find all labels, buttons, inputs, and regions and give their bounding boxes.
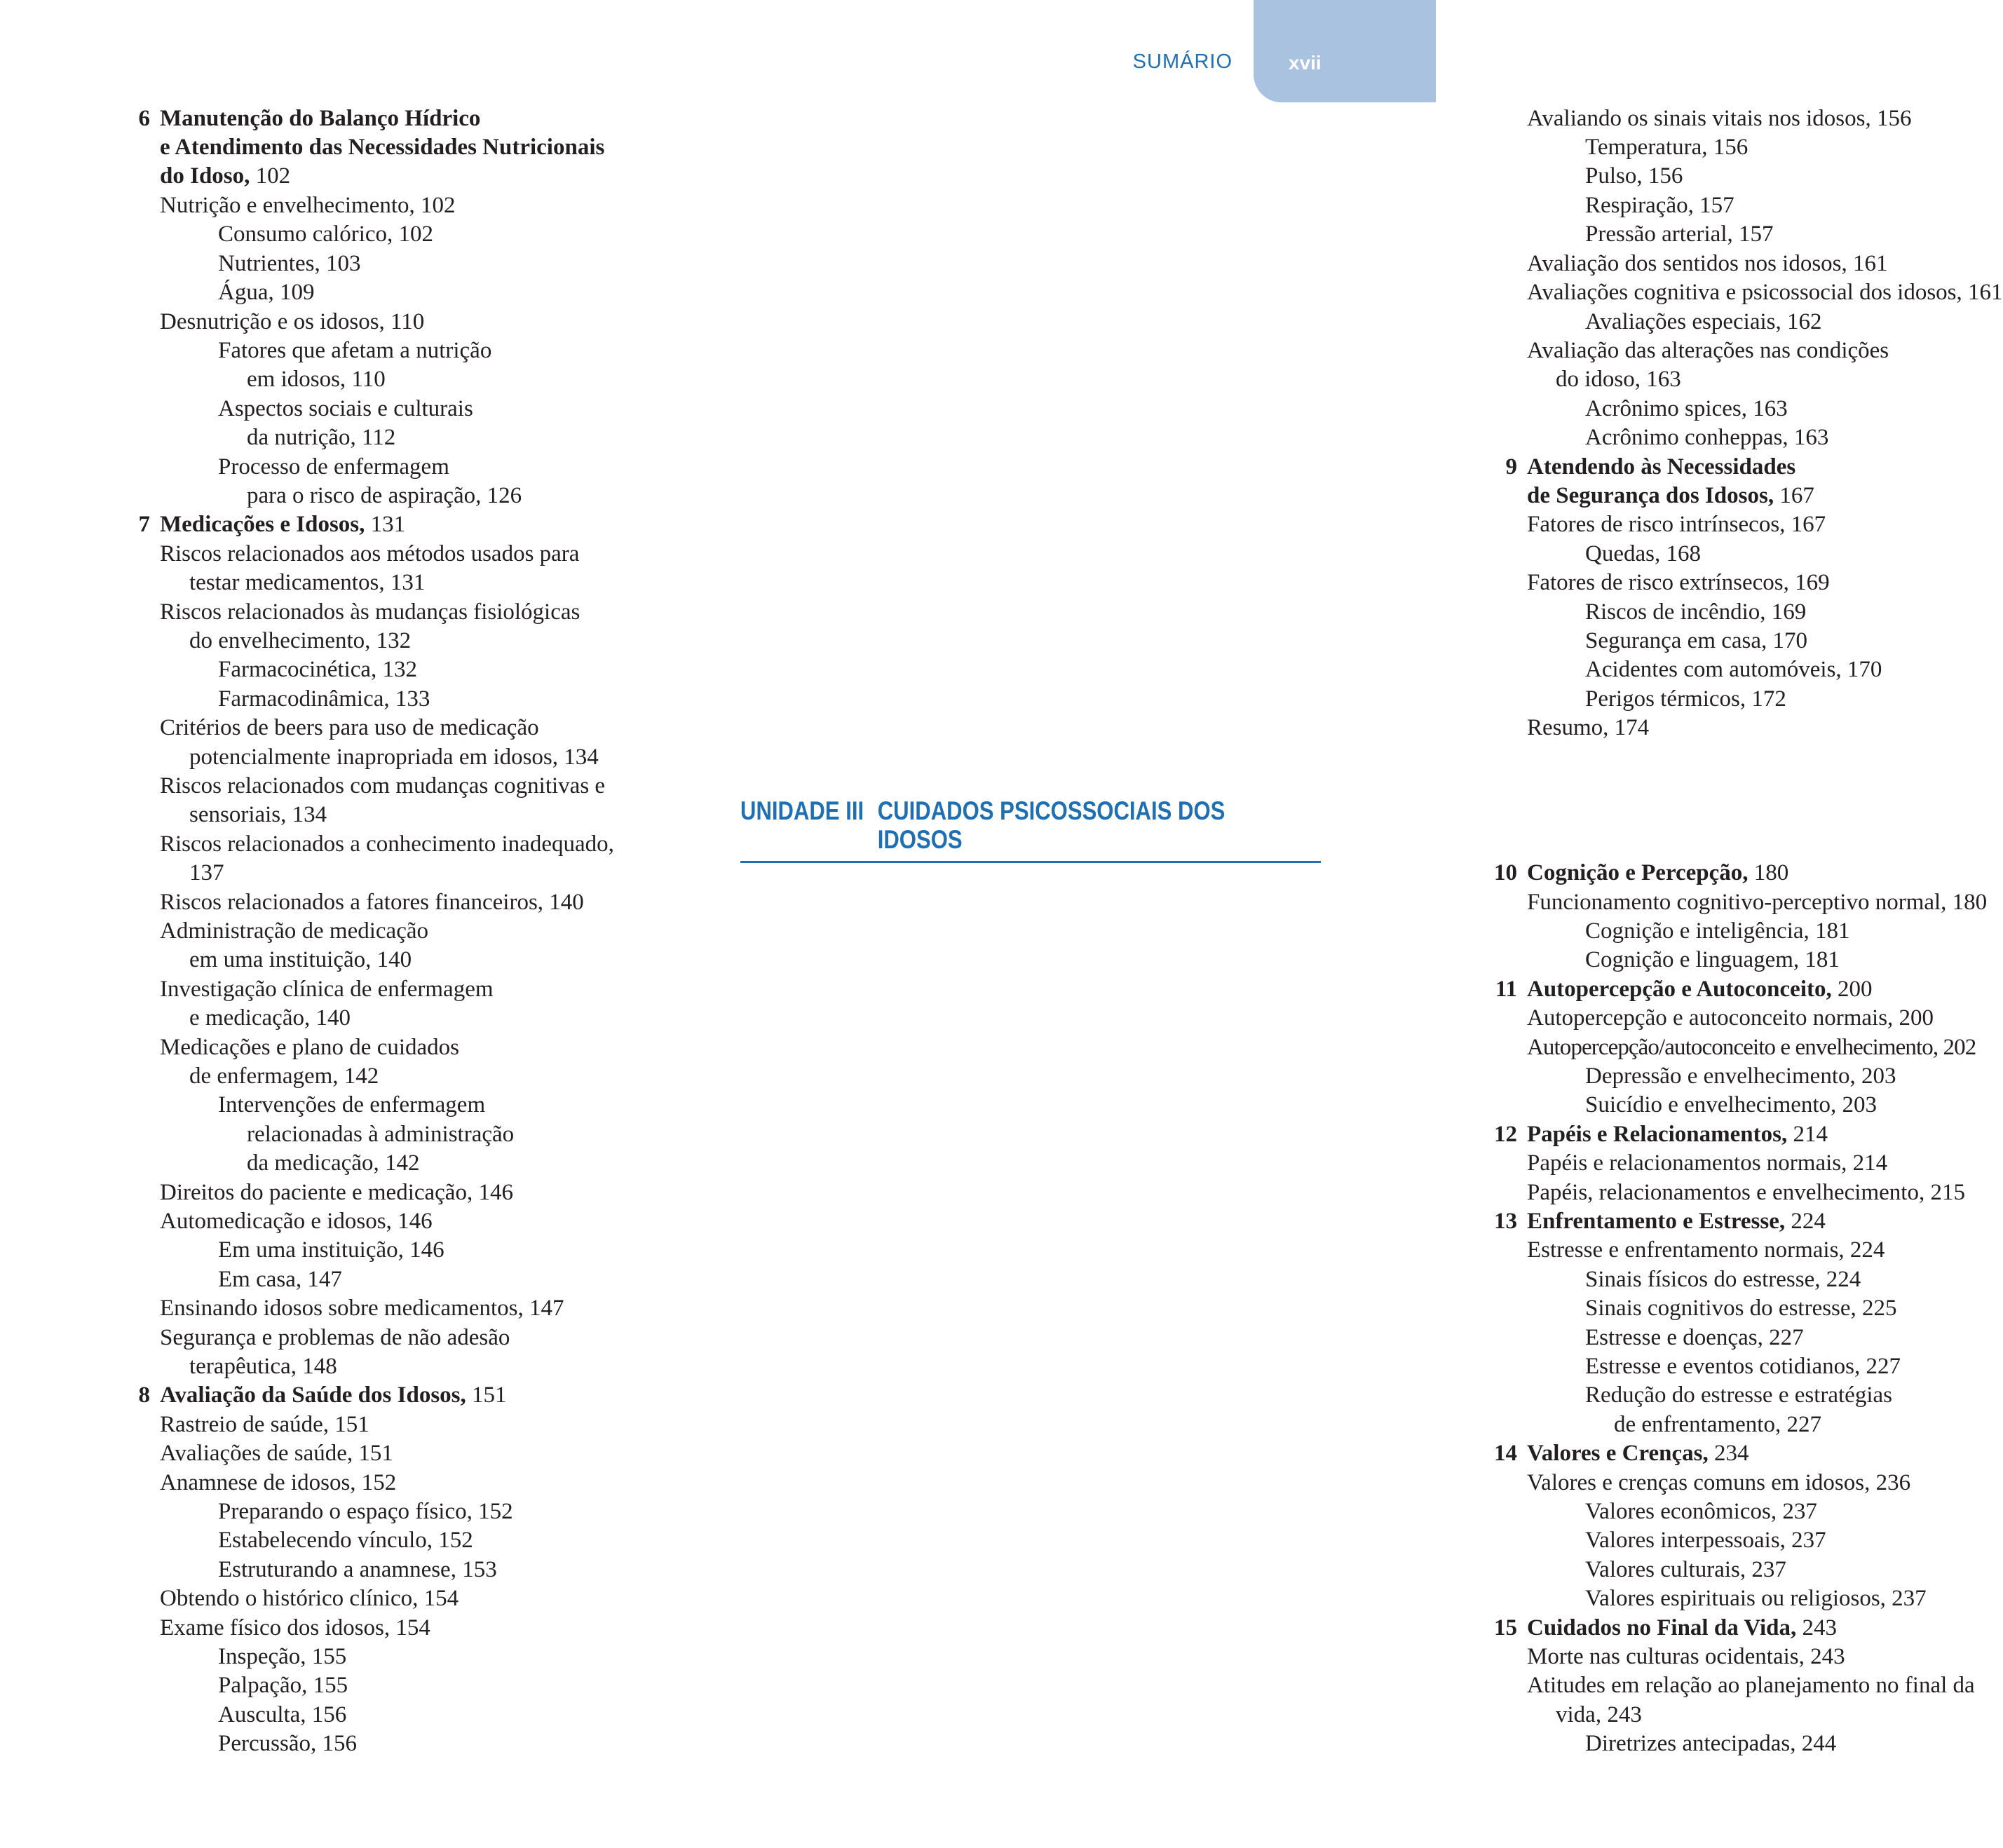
- chapter-title: do Idoso,: [160, 163, 250, 189]
- entry-text: 137: [189, 860, 224, 885]
- toc-entry: [1585, 1556, 1786, 1584]
- unit-divider: [740, 861, 1321, 863]
- entry-text: Estruturando a anamnese, 153: [218, 1557, 497, 1582]
- entry-text: Obtendo o histórico clínico, 154: [160, 1586, 459, 1611]
- toc-entry: [160, 308, 424, 337]
- entry-text: testar medicamentos, 131: [189, 570, 426, 595]
- entry-text: Administração de medicação: [160, 918, 428, 944]
- toc-entry: [1585, 220, 1774, 249]
- entry-text: Riscos de incêndio, 169: [1585, 599, 1807, 625]
- toc-entry: [1527, 888, 1987, 917]
- toc-entry: [218, 1497, 513, 1526]
- toc-entry: [1585, 685, 1786, 714]
- entry-text: da nutrição, 112: [247, 425, 396, 450]
- toc-entry: [160, 714, 539, 742]
- toc-entry: [189, 946, 412, 974]
- chapter-title: de Segurança dos Idosos,: [1527, 483, 1774, 508]
- toc-chapter-entry: [1494, 1120, 1828, 1149]
- entry-text: em uma instituição, 140: [189, 947, 412, 972]
- chapter-number: 11: [1495, 977, 1517, 1002]
- page-ref: 151: [466, 1382, 507, 1408]
- chapter-title: Atendendo às Necessidades: [1527, 454, 1796, 480]
- toc-entry: [160, 917, 428, 946]
- toc-entry: [189, 1004, 351, 1033]
- entry-text: Aspectos sociais e culturais: [218, 396, 473, 421]
- page-number-tab: [1254, 0, 1436, 102]
- toc-entry: [1585, 1294, 1897, 1323]
- entry-text: relacionadas à administração: [247, 1122, 515, 1147]
- chapter-title: Manutenção do Balanço Hídrico: [160, 106, 481, 131]
- entry-text: Investigação clínica de enfermagem: [160, 977, 494, 1002]
- chapter-number: 13: [1494, 1209, 1517, 1234]
- entry-text: Fatores de risco extrínsecos, 169: [1527, 570, 1830, 595]
- toc-chapter-entry: [1505, 453, 1796, 482]
- toc-chapter-entry: [138, 104, 481, 133]
- toc-entry: [1585, 1265, 1861, 1294]
- toc-entry: [160, 540, 579, 569]
- toc-entry: [1527, 104, 1911, 133]
- toc-entry: [1527, 250, 1888, 278]
- entry-text: Consumo calórico, 102: [218, 222, 434, 247]
- entry-text: de enfrentamento, 227: [1614, 1412, 1821, 1437]
- entry-text: do idoso, 163: [1556, 367, 1681, 392]
- toc-entry: [1585, 1062, 1896, 1091]
- toc-chapter-entry: [1494, 1207, 1826, 1236]
- chapter-title: Papéis e Relacionamentos,: [1527, 1122, 1788, 1147]
- entry-text: Estresse e enfrentamento normais, 224: [1527, 1237, 1885, 1263]
- unit-title: CUIDADOS PSICOSSOCIAIS DOS IDOSOS: [877, 796, 1225, 854]
- toc-entry: [247, 482, 522, 510]
- toc-entry: [160, 1207, 433, 1236]
- toc-entry: [1585, 1730, 1836, 1758]
- toc-entry: [1527, 1178, 1965, 1207]
- entry-text: Redução do estresse e estratégias: [1585, 1382, 1892, 1408]
- entry-text: da medicação, 142: [247, 1150, 420, 1176]
- entry-text: do envelhecimento, 132: [189, 628, 412, 653]
- toc-entry: [160, 1178, 513, 1207]
- page-ref: 243: [1796, 1615, 1837, 1640]
- toc-entry: [218, 453, 449, 482]
- toc-entry: [160, 975, 494, 1004]
- entry-text: Autopercepção e autoconceito normais, 200: [1527, 1005, 1934, 1031]
- entry-text: Medicações e plano de cuidados: [160, 1035, 460, 1060]
- unit-label: UNIDADE III: [740, 796, 864, 825]
- chapter-title: Cognição e Percepção,: [1527, 860, 1749, 885]
- entry-text: Resumo, 174: [1527, 715, 1650, 740]
- toc-entry: [1585, 540, 1701, 569]
- toc-entry: [160, 1469, 396, 1497]
- toc-entry: [218, 337, 491, 365]
- page-ref: 167: [1774, 483, 1814, 508]
- toc-entry: [218, 395, 473, 423]
- toc-entry: [1527, 1149, 1887, 1178]
- entry-text: Diretrizes antecipadas, 244: [1585, 1731, 1837, 1756]
- entry-text: Valores interpessoais, 237: [1585, 1528, 1826, 1553]
- toc-entry: [218, 1556, 497, 1584]
- toc-entry: [1585, 308, 1822, 337]
- toc-entry: [1585, 1584, 1927, 1613]
- entry-text: Papéis e relacionamentos normais, 214: [1527, 1150, 1888, 1176]
- entry-text: Sinais físicos do estresse, 224: [1585, 1267, 1861, 1292]
- entry-text: Estabelecendo vínculo, 152: [218, 1528, 473, 1553]
- toc-entry: [247, 1120, 514, 1149]
- entry-text: Percussão, 156: [218, 1731, 357, 1756]
- entry-text: Acidentes com automóveis, 170: [1585, 657, 1882, 682]
- toc-entry: [218, 278, 314, 307]
- entry-text: em idosos, 110: [247, 367, 386, 392]
- chapter-title: Valores e Crenças,: [1527, 1441, 1709, 1466]
- toc-entry: [160, 191, 456, 220]
- toc-entry: [1585, 1091, 1877, 1120]
- toc-entry: [1585, 1352, 1901, 1381]
- toc-chapter-entry: [1494, 1614, 1837, 1643]
- entry-text: Riscos relacionados a conhecimento inadequado,: [160, 831, 614, 857]
- running-header: SUMÁRIO: [1132, 50, 1233, 73]
- toc-entry: [1527, 1236, 1885, 1265]
- chapter-number: 9: [1505, 454, 1517, 480]
- toc-entry: [160, 1584, 459, 1613]
- entry-text: Farmacocinética, 132: [218, 657, 418, 682]
- chapter-title: Avaliação da Saúde dos Idosos,: [160, 1382, 466, 1408]
- page-number: xvii: [1289, 52, 1322, 74]
- toc-entry: [1527, 278, 2003, 307]
- toc-entry: [1585, 191, 1734, 220]
- toc-entry: [160, 133, 604, 162]
- toc-entry: [1585, 946, 1840, 974]
- entry-text: Estresse e doenças, 227: [1585, 1325, 1804, 1350]
- page-ref: 200: [1831, 977, 1873, 1002]
- entry-text: Farmacodinâmica, 133: [218, 686, 430, 712]
- toc-chapter-entry: [138, 1381, 507, 1410]
- entry-text: Intervenções de enfermagem: [218, 1092, 486, 1117]
- toc-entry: [189, 569, 425, 597]
- toc-entry: [218, 655, 417, 684]
- toc-entry: [218, 1701, 346, 1730]
- entry-text: Ausculta, 156: [218, 1702, 347, 1727]
- toc-entry: [1527, 569, 1830, 597]
- entry-text: Fatores de risco intrínsecos, 167: [1527, 512, 1826, 537]
- toc-chapter-entry: [1495, 975, 1873, 1004]
- entry-text: Avaliações de saúde, 151: [160, 1441, 393, 1466]
- entry-text: Estresse e eventos cotidianos, 227: [1585, 1354, 1901, 1379]
- entry-text: sensoriais, 134: [189, 802, 327, 827]
- entry-text: Riscos relacionados aos métodos usados para: [160, 541, 580, 566]
- entry-text: e medicação, 140: [189, 1005, 351, 1031]
- toc-entry: [1585, 133, 1748, 162]
- toc-entry: [1527, 337, 1889, 365]
- page-ref: 102: [250, 163, 291, 189]
- toc-entry: [218, 1671, 348, 1700]
- entry-text: Suicídio e envelhecimento, 203: [1585, 1092, 1878, 1117]
- toc-entry: [1527, 1671, 1975, 1700]
- entry-text: terapêutica, 148: [189, 1354, 337, 1379]
- toc-entry: [160, 598, 580, 627]
- entry-text: Em casa, 147: [218, 1267, 342, 1292]
- entry-text: Fatores que afetam a nutrição: [218, 338, 492, 363]
- toc-entry: [247, 423, 395, 452]
- entry-text: Avaliações especiais, 162: [1585, 309, 1822, 334]
- entry-text: Nutrição e envelhecimento, 102: [160, 193, 456, 218]
- entry-text: Desnutrição e os idosos, 110: [160, 309, 425, 334]
- toc-entry: [218, 685, 430, 714]
- entry-text: Riscos relacionados às mudanças fisiológicas: [160, 599, 580, 625]
- toc-entry: [160, 1411, 369, 1439]
- toc-entry: [1527, 1004, 1934, 1033]
- entry-text: potencialmente inapropriada em idosos, 134: [189, 745, 599, 770]
- entry-text: Morte nas culturas ocidentais, 243: [1527, 1644, 1845, 1669]
- entry-text: Preparando o espaço físico, 152: [218, 1499, 513, 1524]
- toc-entry: [218, 220, 433, 249]
- entry-text: Pressão arterial, 157: [1585, 222, 1774, 247]
- entry-text: Segurança em casa, 170: [1585, 628, 1808, 653]
- entry-text: Rastreio de saúde, 151: [160, 1412, 369, 1437]
- toc-entry: [247, 365, 386, 394]
- toc-entry: [160, 830, 614, 859]
- toc-entry: [160, 888, 584, 917]
- entry-text: Palpação, 155: [218, 1673, 348, 1698]
- toc-entry: [218, 1643, 346, 1671]
- toc-entry: [1585, 1526, 1826, 1555]
- toc-entry: [218, 250, 360, 278]
- toc-entry: [1585, 917, 1850, 946]
- chapter-title: Medicações e Idosos,: [160, 512, 365, 537]
- entry-text: Inspeção, 155: [218, 1644, 347, 1669]
- toc-entry: [1527, 714, 1649, 742]
- entry-text: Sinais cognitivos do estresse, 225: [1585, 1296, 1897, 1321]
- chapter-number: 6: [138, 106, 150, 131]
- chapter-number: 12: [1494, 1122, 1517, 1147]
- entry-text: Atitudes em relação ao planejamento no final da: [1527, 1673, 1975, 1698]
- toc-chapter-entry: [138, 510, 406, 539]
- toc-entry: [1585, 627, 1807, 655]
- entry-text: Cognição e linguagem, 181: [1585, 947, 1840, 972]
- entry-text: Valores espirituais ou religiosos, 237: [1585, 1586, 1927, 1611]
- toc-entry: [1585, 162, 1683, 191]
- entry-text: Autopercepção/autoconceito e envelhecimento, 202: [1527, 1035, 1976, 1060]
- toc-entry: [218, 1526, 473, 1555]
- toc-entry: [247, 1149, 419, 1178]
- entry-text: Nutrientes, 103: [218, 251, 361, 276]
- entry-text: Temperatura, 156: [1585, 135, 1749, 160]
- toc-entry: [160, 772, 605, 801]
- entry-text: Critérios de beers para uso de medicação: [160, 715, 539, 740]
- toc-entry: [189, 1062, 379, 1091]
- entry-text: Cognição e inteligência, 181: [1585, 918, 1850, 944]
- entry-text: para o risco de aspiração, 126: [247, 483, 522, 508]
- toc-entry: [160, 1294, 564, 1323]
- toc-entry: [1527, 510, 1826, 539]
- entry-text: Segurança e problemas de não adesão: [160, 1325, 510, 1350]
- entry-text: Quedas, 168: [1585, 541, 1701, 566]
- toc-entry: [189, 859, 224, 888]
- toc-entry: [218, 1730, 357, 1758]
- chapter-title: Cuidados no Final da Vida,: [1527, 1615, 1797, 1640]
- toc-entry: [1585, 1381, 1892, 1410]
- page-ref: 180: [1748, 860, 1789, 885]
- entry-text: Avaliação dos sentidos nos idosos, 161: [1527, 251, 1888, 276]
- entry-text: Valores culturais, 237: [1585, 1557, 1786, 1582]
- toc-entry: [1585, 1324, 1804, 1352]
- toc-chapter-entry: [1494, 1439, 1749, 1468]
- entry-text: Água, 109: [218, 280, 315, 305]
- chapter-title: Autopercepção e Autoconceito,: [1527, 977, 1832, 1002]
- entry-text: Ensinando idosos sobre medicamentos, 147: [160, 1296, 564, 1321]
- chapter-title: Enfrentamento e Estresse,: [1527, 1209, 1786, 1234]
- toc-entry: [1556, 1701, 1642, 1730]
- entry-text: Avaliando os sinais vitais nos idosos, 156: [1527, 106, 1912, 131]
- toc-entry: [189, 801, 327, 829]
- toc-entry: [160, 1439, 393, 1468]
- toc-entry: [189, 627, 411, 655]
- toc-entry: [1585, 423, 1828, 452]
- chapter-title: e Atendimento das Necessidades Nutricionais: [160, 135, 605, 160]
- toc-entry: [1614, 1411, 1821, 1439]
- entry-text: vida, 243: [1556, 1702, 1642, 1727]
- entry-text: Valores econômicos, 237: [1585, 1499, 1817, 1524]
- toc-entry: [160, 1614, 430, 1643]
- page-ref: 224: [1785, 1209, 1826, 1234]
- page-ref: 214: [1787, 1122, 1828, 1147]
- entry-text: Funcionamento cognitivo-perceptivo normal, 180: [1527, 890, 1988, 915]
- toc-entry: [160, 162, 290, 191]
- toc-entry: [1585, 1497, 1817, 1526]
- entry-text: Riscos relacionados a fatores financeiros, 140: [160, 890, 584, 915]
- toc-entry: [160, 1324, 510, 1352]
- toc-entry: [189, 1352, 337, 1381]
- chapter-number: 8: [138, 1382, 150, 1408]
- toc-entry: [1527, 1643, 1845, 1671]
- toc-entry: [218, 1265, 342, 1294]
- toc-entry: [1527, 1469, 1910, 1497]
- entry-text: Papéis, relacionamentos e envelhecimento, 215: [1527, 1180, 1965, 1205]
- toc-entry: [1585, 598, 1806, 627]
- entry-text: Processo de enfermagem: [218, 454, 449, 480]
- entry-text: Em uma instituição, 146: [218, 1237, 444, 1263]
- toc-entry: [160, 1033, 459, 1062]
- entry-text: Depressão e envelhecimento, 203: [1585, 1064, 1896, 1089]
- entry-text: Avaliação das alterações nas condições: [1527, 338, 1889, 363]
- chapter-number: 14: [1494, 1441, 1517, 1466]
- toc-entry: [1585, 395, 1788, 423]
- toc-entry: [218, 1091, 485, 1120]
- toc-entry: [218, 1236, 444, 1265]
- chapter-number: 10: [1494, 860, 1517, 885]
- entry-text: Direitos do paciente e medicação, 146: [160, 1180, 513, 1205]
- entry-text: Pulso, 156: [1585, 163, 1683, 189]
- toc-entry: [189, 743, 599, 772]
- entry-text: Riscos relacionados com mudanças cognitivas e: [160, 773, 606, 799]
- toc-chapter-entry: [1494, 859, 1789, 888]
- entry-text: Anamnese de idosos, 152: [160, 1470, 397, 1495]
- page-ref: 131: [365, 512, 406, 537]
- entry-text: Automedicação e idosos, 146: [160, 1209, 433, 1234]
- entry-text: Valores e crenças comuns em idosos, 236: [1527, 1470, 1911, 1495]
- page-ref: 234: [1708, 1441, 1749, 1466]
- chapter-number: 7: [138, 512, 150, 537]
- toc-entry: [1527, 482, 1814, 510]
- toc-entry: [1585, 655, 1882, 684]
- toc-entry: [1556, 365, 1681, 394]
- chapter-number: 15: [1494, 1615, 1517, 1640]
- entry-text: Respiração, 157: [1585, 193, 1734, 218]
- entry-text: de enfermagem, 142: [189, 1064, 379, 1089]
- entry-text: Avaliações cognitiva e psicossocial dos idosos, 161: [1527, 280, 2003, 305]
- entry-text: Exame físico dos idosos, 154: [160, 1615, 430, 1640]
- entry-text: Perigos térmicos, 172: [1585, 686, 1786, 712]
- entry-text: Acrônimo conheppas, 163: [1585, 425, 1829, 450]
- toc-entry: [1527, 1033, 1976, 1062]
- entry-text: Acrônimo spices, 163: [1585, 396, 1788, 421]
